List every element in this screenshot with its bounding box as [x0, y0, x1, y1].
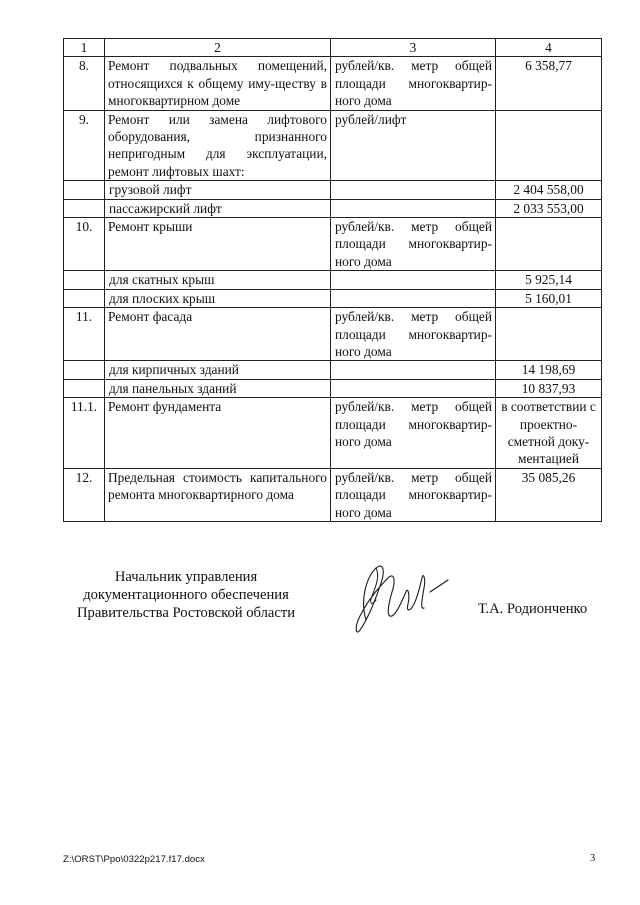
row-unit-empty [331, 379, 496, 397]
row-number-empty [64, 379, 105, 397]
row-unit: рублей/кв. метр общей площади многоквартир-ного дома [331, 398, 496, 469]
row-number-empty [64, 271, 105, 289]
subrow-value: 2 033 553,00 [496, 199, 602, 217]
row-number: 11. [64, 308, 105, 361]
table-subrow [64, 361, 602, 379]
row-number: 10. [64, 218, 105, 271]
subrow-label: для плоских крыш [105, 289, 331, 307]
signatory-name: Т.А. Родионченко [478, 601, 588, 617]
table-row [64, 398, 602, 469]
row-number: 12. [64, 468, 105, 521]
row-description: Ремонт фундамента [105, 398, 331, 469]
row-number-empty [64, 199, 105, 217]
subrow-value: 5 160,01 [496, 289, 602, 307]
subrow-label: грузовой лифт [105, 181, 331, 199]
signatory-title-line: Правительства Ростовской области [76, 605, 296, 621]
row-description: Ремонт подвальных помещений, относящихся к общему иму-ществу в многоквартирном доме [105, 57, 331, 110]
row-number: 9. [64, 110, 105, 181]
row-number-empty [64, 361, 105, 379]
column-header: 2 [105, 39, 331, 57]
row-value [496, 308, 602, 361]
subrow-value: 14 198,69 [496, 361, 602, 379]
table-subrow [64, 181, 602, 199]
column-header: 1 [64, 39, 105, 57]
signatory-title-line: документационного обеспечения [83, 587, 289, 603]
row-description: Предельная стоимость капитального ремонта многоквартирного дома [105, 468, 331, 521]
column-header: 3 [331, 39, 496, 57]
row-number-empty [64, 181, 105, 199]
row-value: 35 085,26 [496, 468, 602, 521]
subrow-value: 5 925,14 [496, 271, 602, 289]
table-subrow [64, 379, 602, 397]
row-value [496, 110, 602, 181]
row-unit-empty [331, 199, 496, 217]
cost-table [63, 38, 602, 522]
row-unit: рублей/кв. метр общей площади многоквартир-ного дома [331, 468, 496, 521]
subrow-label: для кирпичных зданий [105, 361, 331, 379]
signatory-title-line: Начальник управления [114, 569, 258, 585]
row-number: 11.1. [64, 398, 105, 469]
subrow-value: 2 404 558,00 [496, 181, 602, 199]
subrow-value: 10 837,93 [496, 379, 602, 397]
row-unit-empty [331, 271, 496, 289]
table-row [64, 218, 602, 271]
table-row [64, 308, 602, 361]
row-unit: рублей/кв. метр общей площади многоквартир-ного дома [331, 218, 496, 271]
row-description: Ремонт или замена лифтового оборудования, признанного непригодным для эксплуатации, ремонт лифтовых шахт: [105, 110, 331, 181]
subrow-label: для скатных крыш [105, 271, 331, 289]
signatory-title [66, 568, 306, 622]
table-header-row [64, 39, 602, 57]
row-unit-empty [331, 289, 496, 307]
subrow-label: для панельных зданий [105, 379, 331, 397]
signature-icon [336, 556, 456, 640]
row-description: Ремонт фасада [105, 308, 331, 361]
row-unit: рублей/кв. метр общей площади многоквартир-ного дома [331, 57, 496, 110]
table-subrow [64, 199, 602, 217]
row-unit: рублей/лифт [331, 110, 496, 181]
table-row [64, 110, 602, 181]
row-number-empty [64, 289, 105, 307]
row-unit: рублей/кв. метр общей площади многоквартир-ного дома [331, 308, 496, 361]
row-number: 8. [64, 57, 105, 110]
row-unit-empty [331, 181, 496, 199]
row-value: 6 358,77 [496, 57, 602, 110]
table-subrow [64, 289, 602, 307]
row-unit-empty [331, 361, 496, 379]
table-row [64, 57, 602, 110]
table-subrow [64, 271, 602, 289]
subrow-label: пассажирский лифт [105, 199, 331, 217]
column-header: 4 [496, 39, 602, 57]
row-value: в соответствии с проектно-сметной доку-ментацией [496, 398, 602, 469]
table-row [64, 468, 602, 521]
page-number: 3 [590, 853, 596, 864]
footer-file-path: Z:\ORST\Ppo\0322p217.f17.docx [63, 854, 205, 865]
row-value [496, 218, 602, 271]
row-description: Ремонт крыши [105, 218, 331, 271]
